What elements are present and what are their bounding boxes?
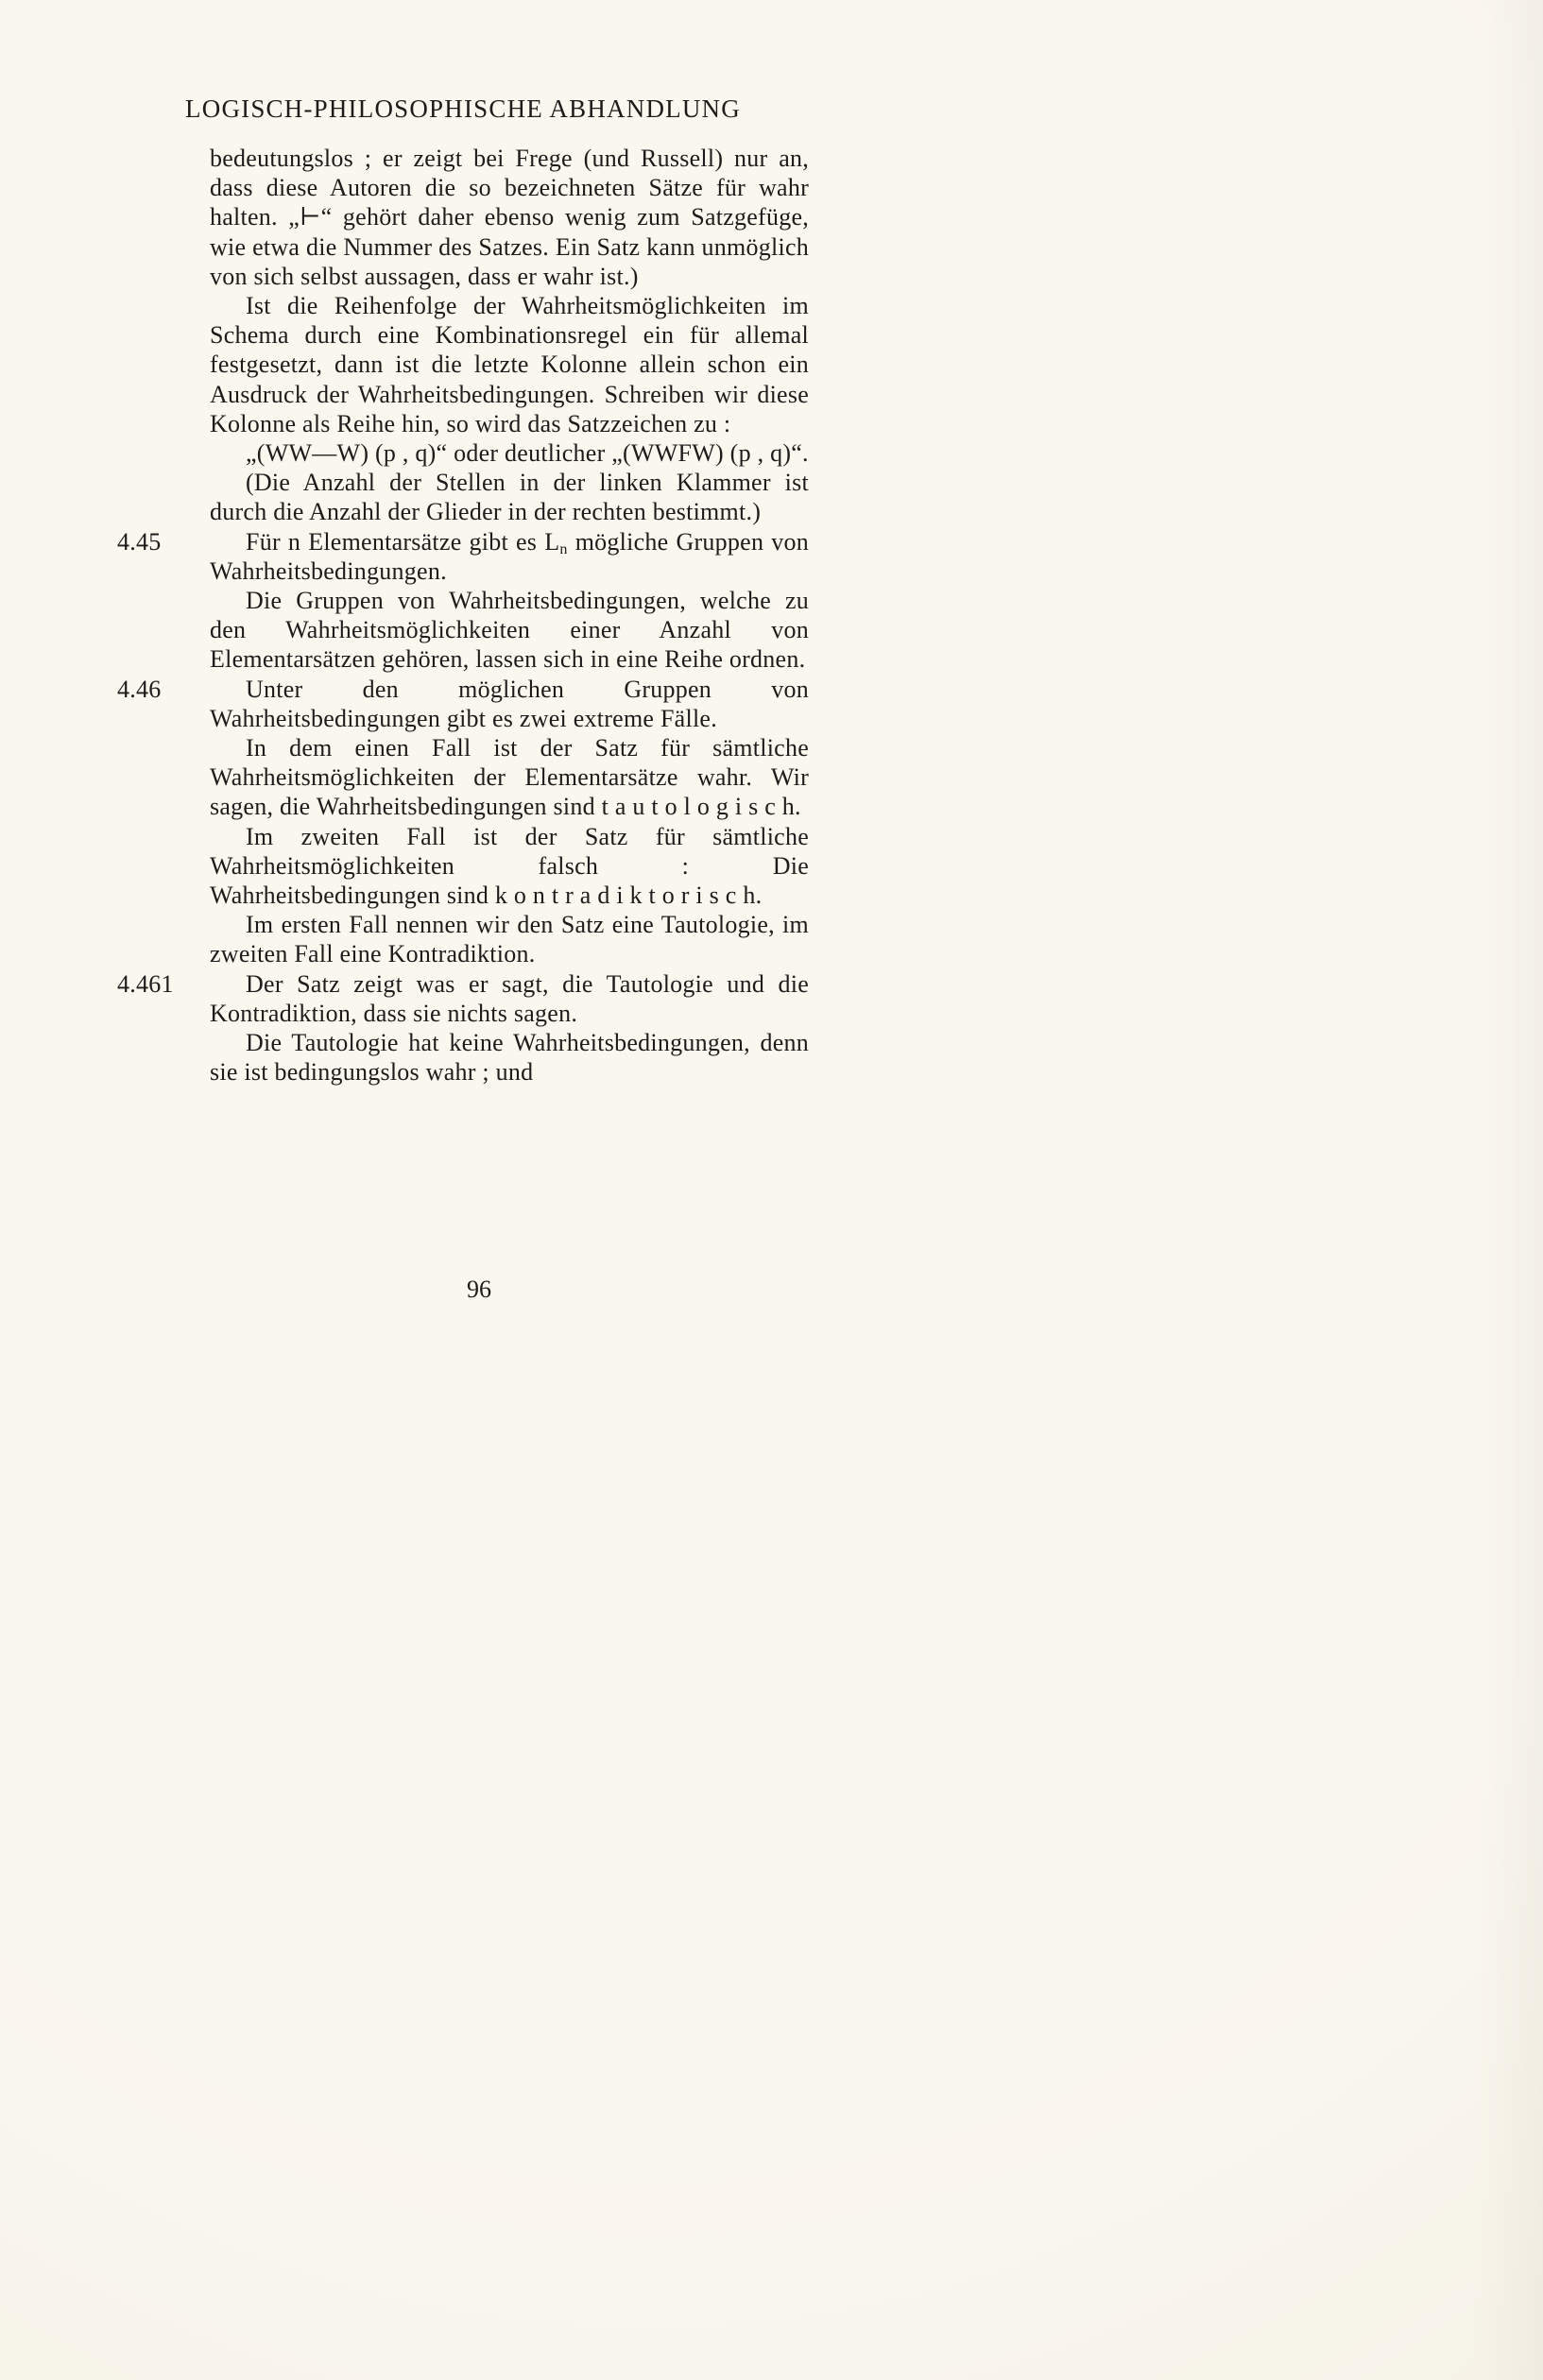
paragraph [210,291,809,438]
page-number: 96 [467,1276,491,1303]
paragraph-text: „(WW—W) (p , q)“ oder deutlicher „(WWFW) (p , q)“. [246,439,809,468]
paragraph-text: Die Tautologie hat keine Wahrheitsbedingungen, denn sie ist bedingungslos wahr ; und [210,1029,809,1087]
section-number: 4.461 [117,969,174,998]
paragraph [210,733,809,822]
section-number: 4.46 [117,675,162,703]
paragraph [210,586,809,675]
paragraph-text: In dem einen Fall ist der Satz für sämtliche Wahrheitsmöglichkeiten der Elementarsätze wahr. Wir sagen, die Wahrheitsbedingungen sind t a u t o l o g i s c h. [210,734,809,821]
paragraph [210,1028,809,1087]
paragraph-text: Im ersten Fall nennen wir den Satz eine Tautologie, im zweiten Fall eine Kontradiktion. [210,911,809,968]
running-head: LOGISCH-PHILOSOPHISCHE ABHANDLUNG [185,94,741,123]
paragraph [210,822,809,911]
paragraph-text: Im zweiten Fall ist der Satz für sämtliche Wahrheitsmöglichkeiten falsch : Die Wahrheitsbedingungen sind k o n t r a d i k t o r i s c h. [210,822,809,910]
paragraph [117,527,809,586]
text-column [117,144,809,1087]
paragraph [210,910,809,968]
paragraph-text: (Die Anzahl der Stellen in der linken Klammer ist durch die Anzahl der Glieder in der rechten bestimmt.) [210,469,809,526]
paragraph-text: Unter den möglichen Gruppen von Wahrheitsbedingungen gibt es zwei extreme Fälle. [210,675,809,732]
paragraph-text: Für n Elementarsätze gibt es $L_n$ mögliche Gruppen von Wahrheitsbedingungen. [210,527,809,585]
paragraph-text: Die Gruppen von Wahrheitsbedingungen, welche zu den Wahrheitsmöglichkeiten einer Anzahl von Elementarsätzen gehören, lassen sich in eine Reihe ordnen. [210,587,809,674]
paragraph-text: Ist die Reihenfolge der Wahrheitsmöglichkeiten im Schema durch eine Kombinationsregel ein für allemal festgesetzt, dann ist die letzte Kolonne allein schon ein Ausdruck der Wahrheitsbedingungen. Schreiben wir diese Kolonne als Reihe hin, so wird das Satzzeichen zu : [210,292,809,437]
paragraph [117,969,809,1028]
paragraph [210,144,809,291]
paragraph [117,675,809,733]
paragraph-text: Der Satz zeigt was er sagt, die Tautologie und die Kontradiktion, dass sie nichts sagen. [210,969,809,1027]
paragraph [210,438,809,468]
section-number: 4.45 [117,527,162,556]
paragraph-text: bedeutungslos ; er zeigt bei Frege (und Russell) nur an, dass diese Autoren die so bezeichneten Sätze für wahr halten. „⊢“ gehört daher ebenso wenig zum Satzgefüge, wie etwa die Nummer des Satzes. Ein Satz kann unmöglich von sich selbst aussagen, dass er wahr ist.) [210,145,809,290]
paragraph [210,468,809,526]
